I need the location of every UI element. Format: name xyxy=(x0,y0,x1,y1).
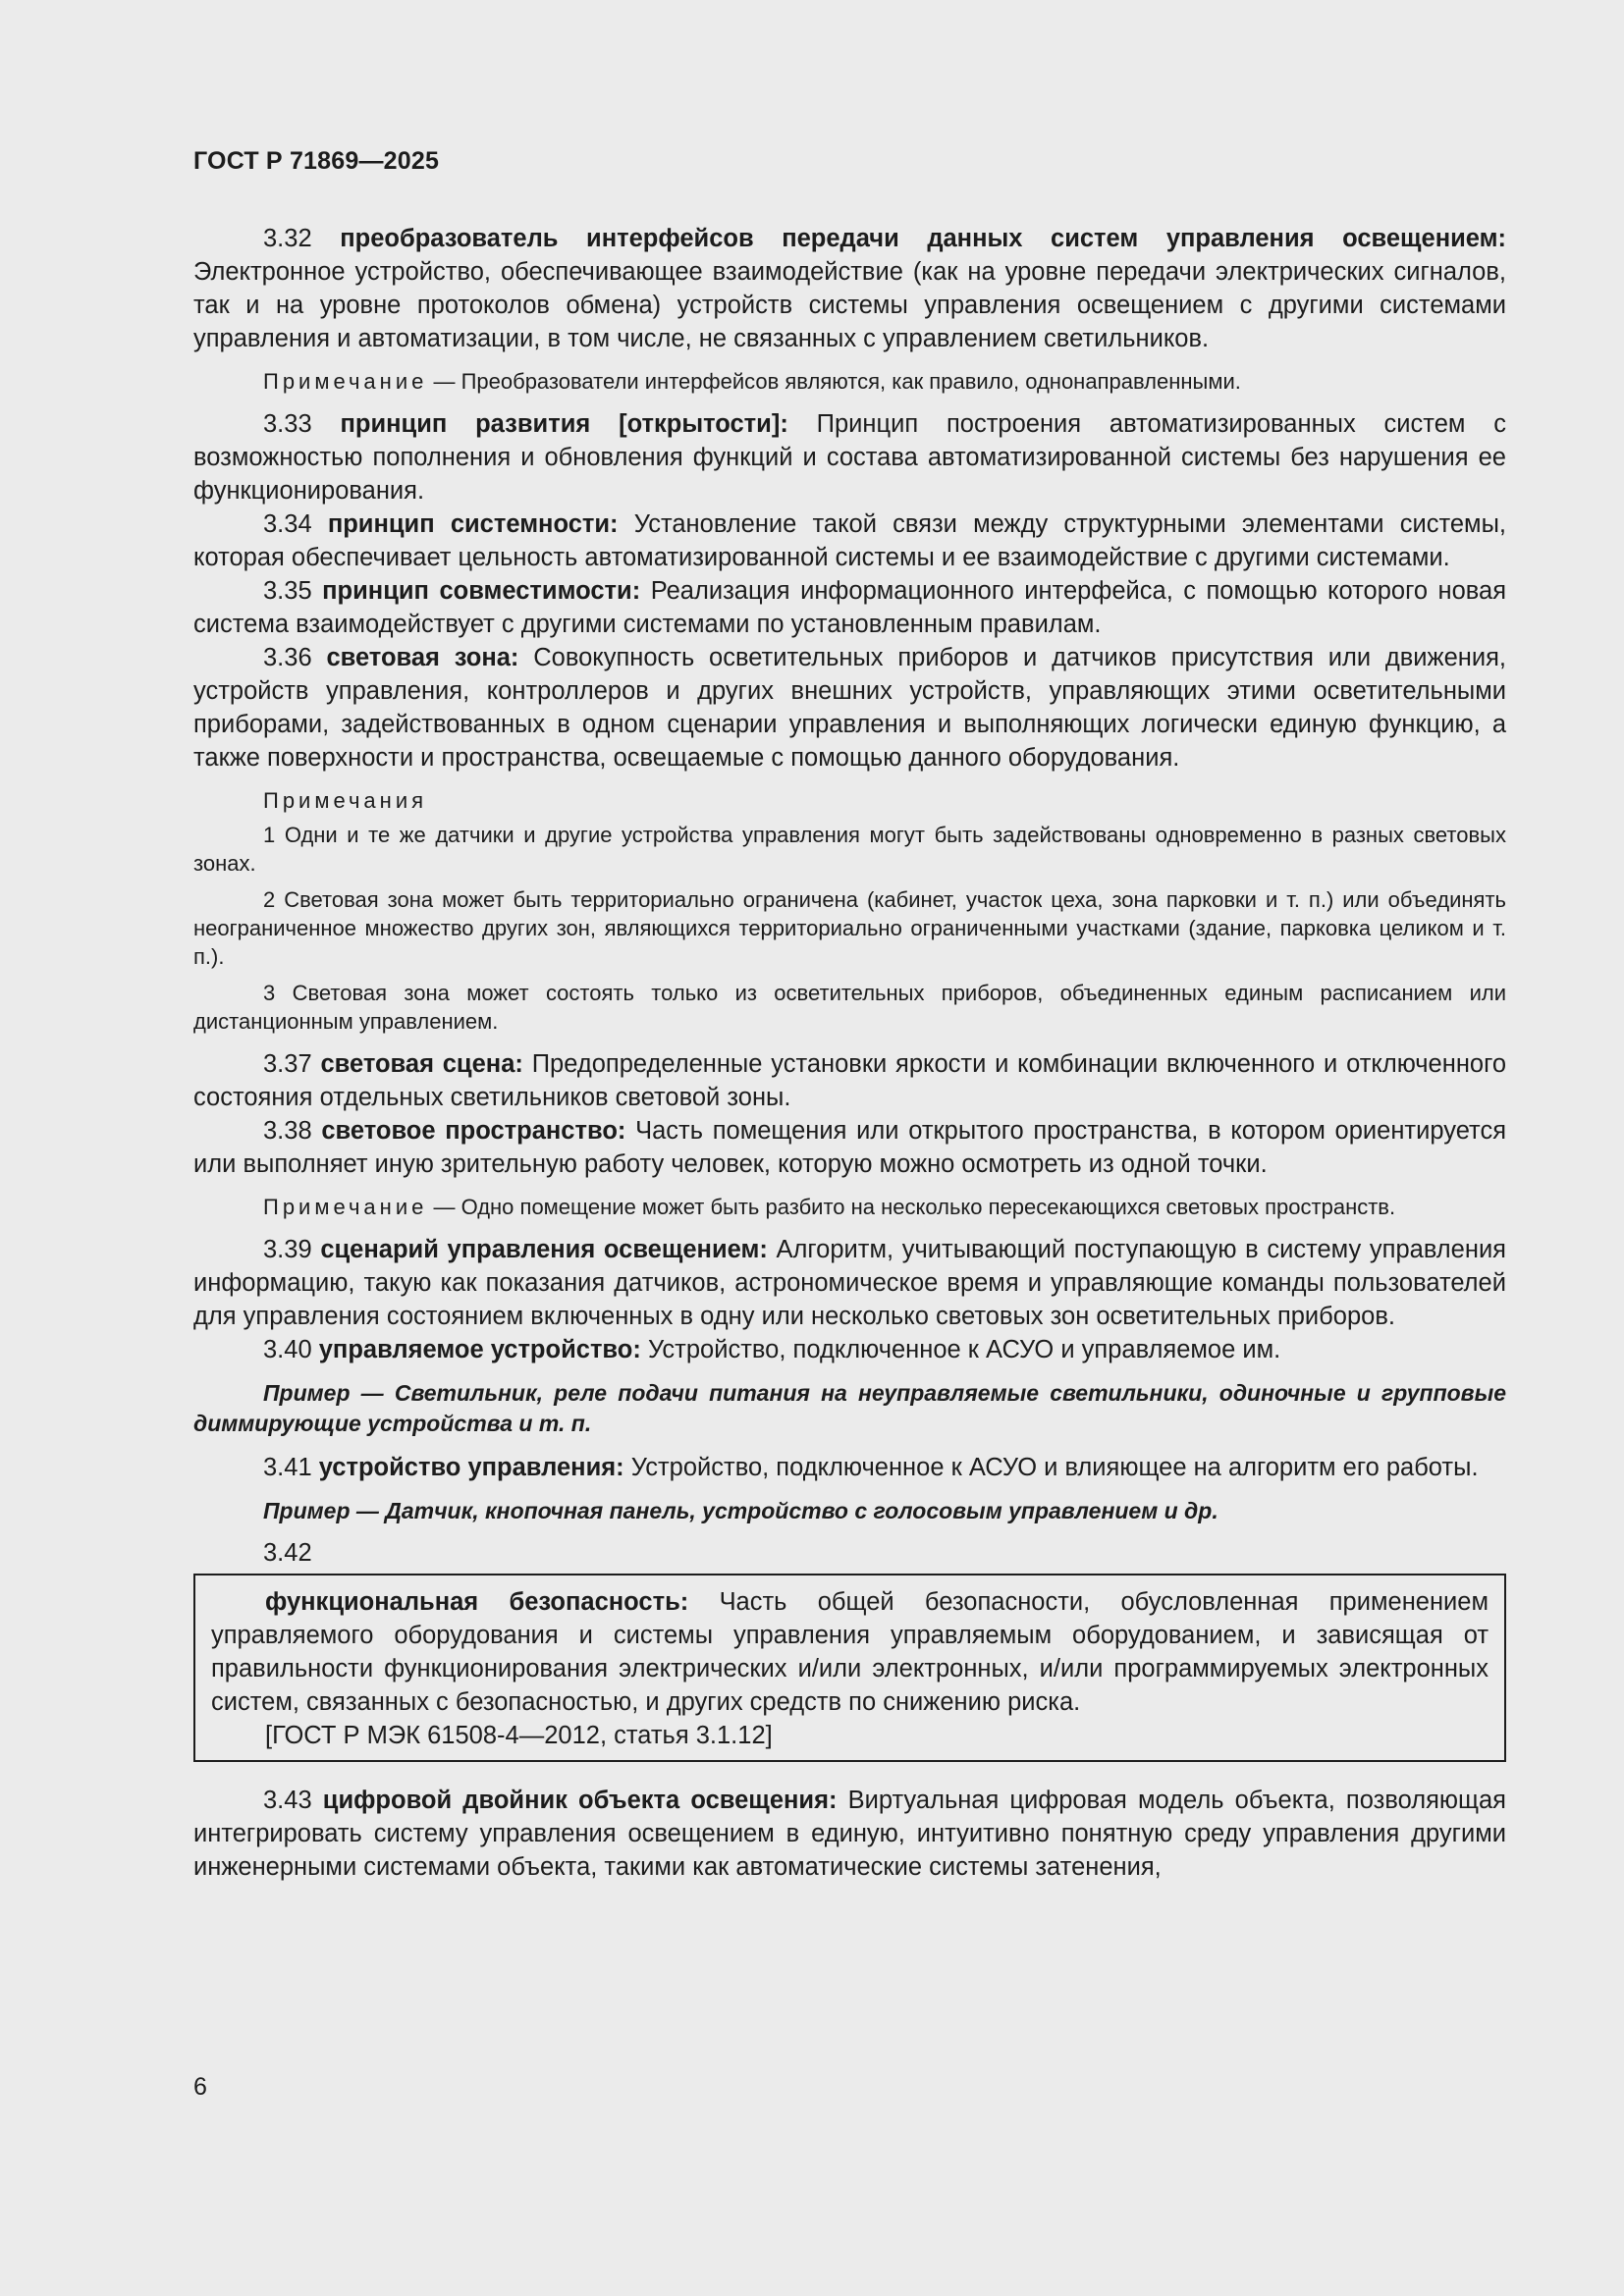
example-3-40: Пример — Светильник, реле подачи питания на неуправляемые светильники, одиночные и групповые диммирующие устройства и т. п. xyxy=(193,1380,1506,1436)
term-definition: Предопределенные установки яркости и комбинации включенного и отключенного состояния отдельных светильников световой зоны. xyxy=(193,1050,1507,1111)
term-entry-3-38 xyxy=(193,1114,1506,1181)
term-title: световая зона: xyxy=(326,644,519,671)
term-entry-3-35 xyxy=(193,574,1506,641)
term-definition: Устройство, подключенное к АСУО и влияющее на алгоритм его работы. xyxy=(630,1454,1479,1481)
term-entry-3-43 xyxy=(193,1784,1506,1884)
note-text: — Одно помещение может быть разбито на несколько пересекающихся световых пространств. xyxy=(427,1195,1396,1219)
term-title: функциональная безопасность: xyxy=(265,1588,689,1616)
term-entry-3-36 xyxy=(193,641,1506,774)
term-definition: Совокупность осветительных приборов и датчиков присутствия или движения, устройств управления, контроллеров и других внешних устройств, управляющих этими осветительными приборами, задействованных в одном сценарии управления и выполняющих логически единую функцию, а также поверхности и пространства, освещаемые с помощью данного оборудования. xyxy=(193,644,1506,772)
note-3-36-2: 2 Световая зона может быть территориально ограничена (кабинет, участок цеха, зона парковки и т. п.) или объединять неограниченное множество других зон, являющихся территориально ограниченными участками (здание, парковка целиком и т. п.). xyxy=(193,887,1506,969)
term-number: 3.39 xyxy=(263,1236,312,1263)
term-title: световая сцена: xyxy=(320,1050,523,1078)
document-page xyxy=(193,0,1506,2296)
term-entry-3-39 xyxy=(193,1233,1506,1333)
term-entry-3-42-box xyxy=(193,1574,1506,1762)
example-3-41: Пример — Датчик, кнопочная панель, устройство с голосовым управлением и др. xyxy=(263,1498,1218,1523)
term-title: управляемое устройство: xyxy=(318,1336,641,1363)
term-title: световое пространство: xyxy=(321,1117,626,1145)
term-number: 3.38 xyxy=(263,1117,312,1145)
note-3-36-1: 1 Одни и те же датчики и другие устройства управления могут быть задействованы одновременно в разных световых зонах. xyxy=(193,823,1506,876)
term-number-3-42: 3.42 xyxy=(263,1539,312,1567)
note-3-32 xyxy=(193,367,1506,396)
term-number: 3.35 xyxy=(263,577,312,605)
term-number: 3.32 xyxy=(263,225,312,252)
note-3-38 xyxy=(193,1193,1506,1221)
note-3-36-3: 3 Световая зона может состоять только из осветительных приборов, объединенных единым расписанием или дистанционным управлением. xyxy=(193,981,1506,1034)
term-definition: Часть помещения или открытого пространства, в котором ориентируется или выполняет иную зрительную работу человек, которую можно осмотреть из одной точки. xyxy=(193,1117,1506,1178)
term-definition: Устройство, подключенное к АСУО и управляемое им. xyxy=(647,1336,1281,1363)
term-definition: Виртуальная цифровая модель объекта, позволяющая интегрировать систему управления освещением в единую, интуитивно понятную среду управления другими инженерными системами объекта, такими как автоматические системы затенения, xyxy=(193,1787,1506,1881)
term-entry-3-42 xyxy=(211,1585,1489,1719)
term-number: 3.37 xyxy=(263,1050,312,1078)
term-definition: Алгоритм, учитывающий поступающую в систему управления информацию, такую как показания датчиков, астрономическое время и управляющие команды пользователей для управления состоянием включенных в одну или несколько световых зон осветительных приборов. xyxy=(193,1236,1506,1330)
term-title: принцип развития [открытости]: xyxy=(340,410,788,438)
term-definition: Принцип построения автоматизированных систем с возможностью пополнения и обновления функций и состава автоматизированной системы без нарушения ее функционирования. xyxy=(193,410,1506,505)
term-reference: [ГОСТ Р МЭК 61508-4—2012, статья 3.1.12] xyxy=(265,1722,773,1749)
term-number: 3.40 xyxy=(263,1336,312,1363)
term-number: 3.36 xyxy=(263,644,312,671)
term-definition: Установление такой связи между структурными элементами системы, которая обеспечивает цельность автоматизированной системы и ее взаимодействие с другими системами. xyxy=(193,510,1506,571)
term-entry-3-32 xyxy=(193,222,1506,355)
term-entry-3-34 xyxy=(193,507,1506,574)
document-body xyxy=(193,222,1506,1884)
term-title: принцип системности: xyxy=(327,510,619,538)
term-entry-3-33 xyxy=(193,407,1506,507)
term-title: сценарий управления освещением: xyxy=(320,1236,768,1263)
page-number: 6 xyxy=(193,2073,207,2101)
term-number: 3.41 xyxy=(263,1454,312,1481)
term-number: 3.34 xyxy=(263,510,312,538)
term-number: 3.43 xyxy=(263,1787,312,1814)
note-label: Примечание xyxy=(263,369,428,394)
term-title: преобразователь интерфейсов передачи данных систем управления освещением: xyxy=(340,225,1506,252)
document-header: ГОСТ Р 71869—2025 xyxy=(193,147,440,175)
term-title: устройство управления: xyxy=(318,1454,624,1481)
note-text: — Преобразователи интерфейсов являются, как правило, однонаправленными. xyxy=(427,369,1241,394)
notes-heading-3-36: Примечания xyxy=(263,788,428,813)
term-definition: Электронное устройство, обеспечивающее взаимодействие (как на уровне передачи электрических сигналов, так и на уровне протоколов обмена) устройств системы управления освещением с другими системами управления и автоматизации, в том числе, не связанных с управлением светильников. xyxy=(193,258,1506,352)
note-label: Примечание xyxy=(263,1195,428,1219)
term-definition: Реализация информационного интерфейса, с помощью которого новая система взаимодействует с другими системами по установленным правилам. xyxy=(193,577,1507,638)
term-title: цифровой двойник объекта освещения: xyxy=(322,1787,838,1814)
term-title: принцип совместимости: xyxy=(322,577,641,605)
term-entry-3-40 xyxy=(193,1333,1506,1366)
term-number: 3.33 xyxy=(263,410,312,438)
term-entry-3-37 xyxy=(193,1047,1506,1114)
term-definition: Часть общей безопасности, обусловленная применением управляемого оборудования и системы управления управляемым оборудованием, и зависящая от правильности функционирования электрических и/или электронных, и/или программируемых электронных систем, связанных с безопасностью, и других средств по снижению риска. xyxy=(211,1588,1489,1716)
term-entry-3-41 xyxy=(193,1451,1506,1484)
